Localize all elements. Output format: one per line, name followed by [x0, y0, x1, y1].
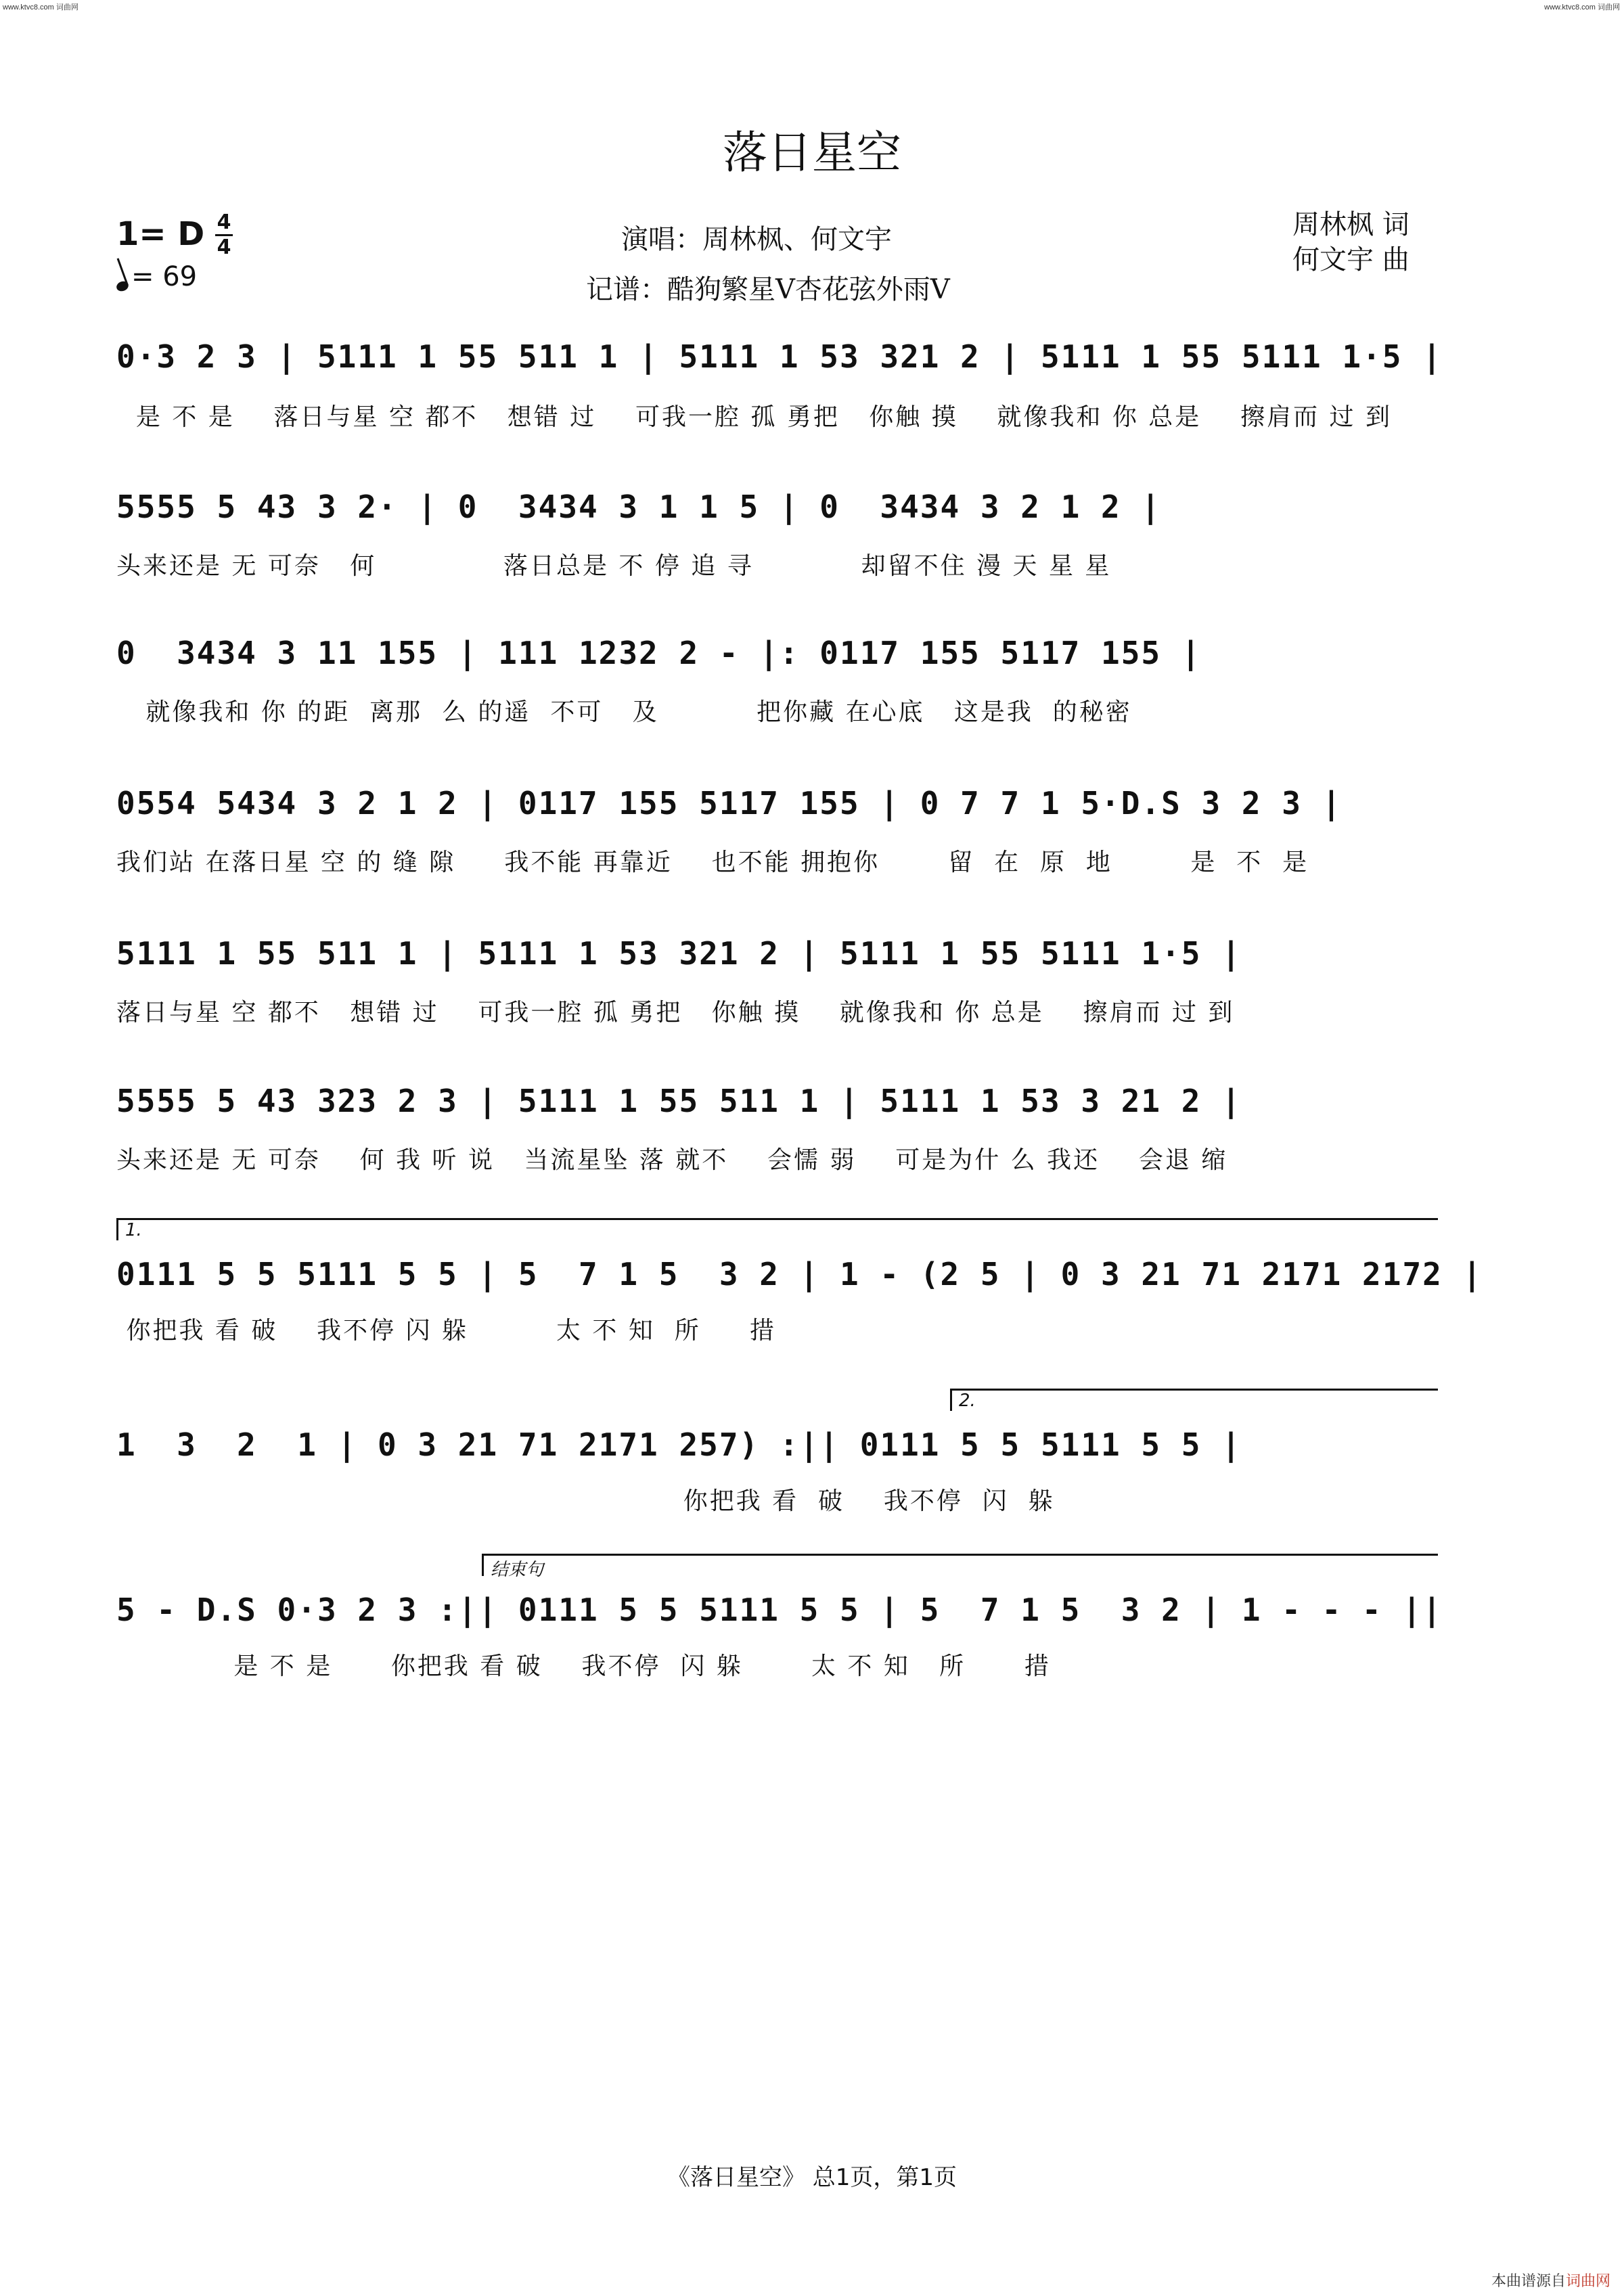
lyrics-line: 你把我 看 破 我不停 闪 躲 太 不 知 所 措 [116, 1317, 776, 1345]
notes-line: 0554 5434 3 2 1 2 | 0117 155 5117 155 | 0 7 7 1 5·D.S 3 2 3 | [116, 785, 1343, 821]
lyrics-line: 是 不 是 你把我 看 破 我不停 闪 躲 太 不 知 所 措 [116, 1652, 1051, 1680]
notes-line: 0 3434 3 11 155 | 111 1232 2 - |: 0117 155 5117 155 | [116, 635, 1202, 671]
lyrics-line: 头来还是 无 可奈 何 我 听 说 当流星坠 落 就不 会懦 弱 可是为什 么 我还 会退 缩 [116, 1146, 1228, 1174]
volta-second: 2. [950, 1389, 1438, 1411]
lyrics-line: 我们站 在落日星 空 的 缝 隙 我不能 再靠近 也不能 拥抱你 留 在 原 地 是 不 是 [116, 849, 1309, 876]
lyrics-line: 落日与星 空 都不 想错 过 可我一腔 孤 勇把 你触 摸 就像我和 你 总是 擦肩而 过 到 [116, 999, 1235, 1027]
notes-line: 5555 5 43 323 2 3 | 5111 1 55 511 1 | 5111 1 53 3 21 2 | [116, 1083, 1242, 1119]
transcriber-credit: 记谱：酷狗繁星V杏花弦外雨V [586, 274, 950, 305]
header-url-right: www.ktvc8.com 词曲网 [1544, 3, 1620, 12]
lyrics-line: 你把我 看 破 我不停 闪 躲 [116, 1487, 1055, 1515]
time-signature: 4 4 [215, 211, 233, 259]
notes-line: 0111 5 5 5111 5 5 | 5 7 1 5 3 2 | 1 - (2 5 | 0 3 21 71 2171 2172 | [116, 1256, 1483, 1292]
singer-credit: 演唱：周林枫、何文宇 [621, 224, 892, 255]
notes-line: 1 3 2 1 | 0 3 21 71 2171 257) :|| 0111 5 5 5111 5 5 | [116, 1426, 1242, 1463]
watermark: 本曲谱源自词曲网 [1491, 2273, 1610, 2290]
page-footer: 《落日星空》 总1页，第1页 [667, 2164, 957, 2191]
composer-credit: 何文宇 曲 [1292, 244, 1409, 275]
notes-line: 5111 1 55 511 1 | 5111 1 53 321 2 | 5111 1 55 5111 1·5 | [116, 935, 1242, 972]
song-title: 落日星空 [723, 127, 901, 179]
notes-line: 5555 5 43 3 2· | 0 3434 3 1 1 5 | 0 3434 3 2 1 2 | [116, 489, 1162, 525]
volta-first: 1. [116, 1218, 1438, 1240]
notes-line: 5 - D.S 0·3 2 3 :|| 0111 5 5 5111 5 5 | 5 7 1 5 3 2 | 1 - - - || [116, 1592, 1443, 1628]
volta-ending: 结束句 [482, 1554, 1438, 1576]
lyrics-line: 头来还是 无 可奈 何 落日总是 不 停 追 寻 却留不住 漫 天 星 星 [116, 552, 1112, 580]
lyricist-credit: 周林枫 词 [1292, 209, 1409, 240]
lyrics-line: 是 不 是 落日与星 空 都不 想错 过 可我一腔 孤 勇把 你触 摸 就像我和 你 总是 擦肩而 过 到 [116, 403, 1392, 431]
lyrics-line: 就像我和 你 的距 离那 么 的遥 不可 及 把你藏 在心底 这是我 的秘密 [116, 698, 1132, 726]
key-signature: 1= D [116, 215, 205, 253]
tempo-marking: = 69 [116, 261, 197, 292]
quarter-note-icon [115, 279, 130, 292]
header-url-left: www.ktvc8.com 词曲网 [3, 3, 78, 12]
notes-line: 0·3 2 3 | 5111 1 55 511 1 | 5111 1 53 321 2 | 5111 1 55 5111 1·5 | [116, 338, 1443, 375]
